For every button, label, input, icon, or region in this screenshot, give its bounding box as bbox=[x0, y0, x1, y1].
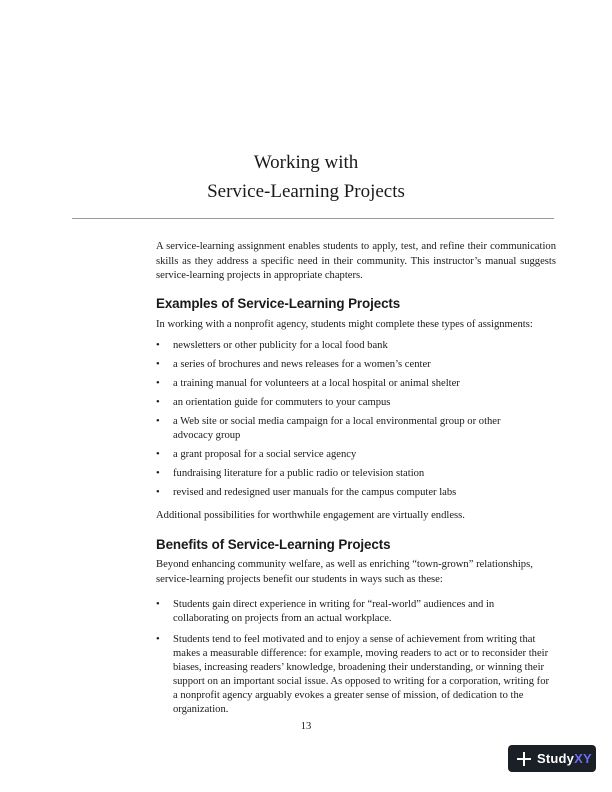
list-item-text: Students tend to feel motivated and to enjoy a sense of achievement from writing that makes a measurable difference: for example, moving readers to act or to reconsider their biases, increasing readers’ knowledge, broadening their understanding, or winning their support on an important social issue. As opposed to writing for a corporation, writing for a nonprofit agency arguably evokes a greater sense of mission, of dedication to the organization. bbox=[173, 634, 550, 715]
plus-icon bbox=[516, 751, 532, 767]
bullet-icon: • bbox=[156, 634, 160, 645]
list-item bbox=[156, 339, 556, 353]
examples-lead: In working with a nonprofit agency, students might complete these types of assignments: bbox=[156, 319, 533, 330]
benefits-heading: Benefits of Service-Learning Projects bbox=[156, 537, 391, 552]
list-item bbox=[156, 598, 556, 626]
list-item-text: revised and redesigned user manuals for the campus computer labs bbox=[173, 487, 457, 498]
bullet-icon: • bbox=[156, 340, 160, 351]
list-item-text: fundraising literature for a public radio or television station bbox=[173, 468, 425, 479]
list-item bbox=[156, 448, 556, 462]
list-item-text: Students gain direct experience in writing for “real-world” audiences and in collaborating on projects from an actual workplace. bbox=[173, 599, 495, 624]
list-item-text: a series of brochures and news releases for a women’s center bbox=[173, 359, 431, 370]
list-item bbox=[156, 467, 556, 481]
benefits-list bbox=[156, 598, 556, 717]
brand-accent-text: XY bbox=[574, 751, 592, 766]
studyxy-badge[interactable] bbox=[508, 745, 596, 772]
brand-logo bbox=[537, 751, 592, 766]
examples-closing: Additional possibilities for worthwhile engagement are virtually endless. bbox=[156, 510, 465, 521]
bullet-icon: • bbox=[156, 416, 160, 427]
list-item-text: a training manual for volunteers at a local hospital or animal shelter bbox=[173, 378, 460, 389]
list-item bbox=[156, 633, 556, 717]
title-divider bbox=[72, 218, 554, 219]
list-item bbox=[156, 415, 556, 443]
list-item-text: a Web site or social media campaign for a local environmental group or other advocacy group bbox=[173, 416, 501, 441]
bullet-icon: • bbox=[156, 487, 160, 498]
list-item bbox=[156, 396, 556, 410]
bullet-icon: • bbox=[156, 599, 160, 610]
list-item bbox=[156, 486, 556, 500]
benefits-lead: Beyond enhancing community welfare, as well as enriching “town-grown” relationships, service-learning projects benefit our students in ways such as these: bbox=[156, 559, 533, 585]
list-item bbox=[156, 358, 556, 372]
page-number: 13 bbox=[300, 721, 312, 732]
list-item-text: a grant proposal for a social service agency bbox=[173, 449, 357, 460]
examples-heading: Examples of Service-Learning Projects bbox=[156, 296, 401, 311]
examples-list bbox=[156, 339, 556, 500]
bullet-icon: • bbox=[156, 449, 160, 460]
title-line-2: Service-Learning Projects bbox=[207, 181, 405, 202]
intro-paragraph: A service-learning assignment enables students to apply, test, and refine their communication skills as they address a specific need in their community. This instructor’s manual suggests service-learning projects in appropriate chapters. bbox=[156, 241, 556, 281]
title-line-1: Working with bbox=[253, 152, 359, 173]
bullet-icon: • bbox=[156, 378, 160, 389]
list-item bbox=[156, 377, 556, 391]
list-item-text: newsletters or other publicity for a local food bank bbox=[173, 340, 388, 351]
bullet-icon: • bbox=[156, 359, 160, 370]
bullet-icon: • bbox=[156, 468, 160, 479]
page-title bbox=[0, 148, 612, 206]
list-item-text: an orientation guide for commuters to your campus bbox=[173, 397, 391, 408]
brand-main-text: Study bbox=[537, 751, 575, 766]
bullet-icon: • bbox=[156, 397, 160, 408]
